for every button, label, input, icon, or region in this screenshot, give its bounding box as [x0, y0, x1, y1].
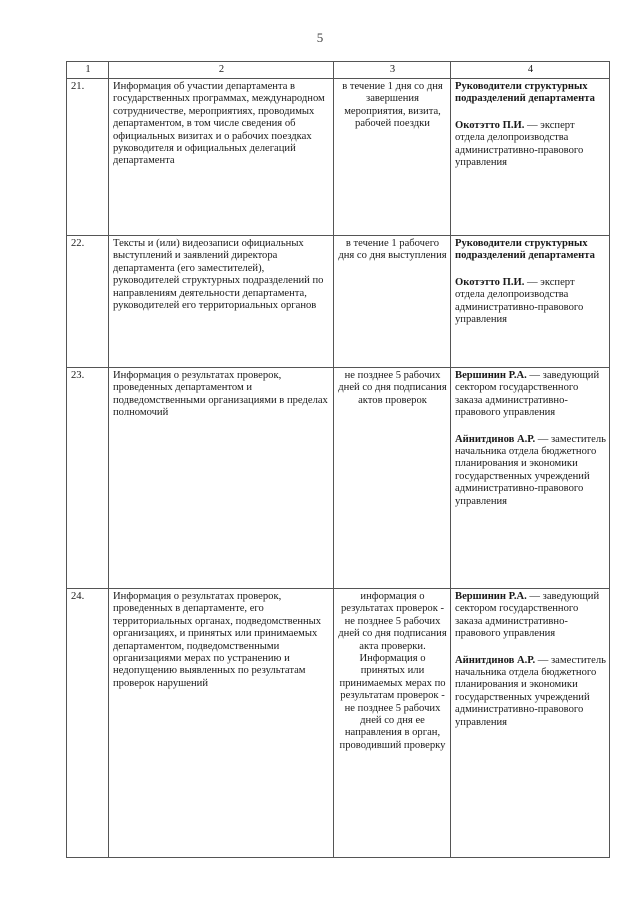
responsible-name: Окотэтто П.И. [455, 119, 525, 131]
responsible-name: Айнитдинов А.Р. [455, 654, 536, 666]
responsible-role: — заведующий сектором государственного заказа административно-правового управления [455, 370, 600, 419]
responsible-heading: Руководители структурных подразделений департамента [455, 238, 595, 262]
responsible-role: — эксперт отдела делопроизводства административно-правового управления [455, 119, 584, 169]
responsible-name: Вершинин Р.А. [455, 591, 527, 602]
deadline: информация о результатах проверок - не позднее 5 рабочих дней со дня подписания акта проверки. Информация о принятых или принимаемых мерах по результатам проверок - не позднее 5 рабочих дней со дня ее направления в орган, проводивший проверку [334, 589, 451, 858]
table-row [67, 79, 610, 236]
responsible-role: — заместитель начальника отдела бюджетного планирования и экономики государственных учреждений административно-правового управления [455, 654, 606, 728]
column-header-4: 4 [451, 62, 610, 79]
column-header-3: 3 [334, 62, 451, 79]
responsible-person [455, 277, 606, 327]
deadline: в течение 1 дня со дня завершения мероприятия, визита, рабочей поездки [334, 79, 451, 236]
page-number: 5 [316, 30, 324, 45]
info-description: Информация об участии департамента в государственных программах, международном сотрудничестве, мероприятиях, проводимых департаментом, в том числе сведения об официальных визитах и о рабочих поездках руководителя и официальных делегаций департамента [109, 79, 334, 236]
responsible-person [455, 655, 606, 729]
responsible-name: Вершинин Р.А. [455, 370, 527, 381]
responsible-role: — заместитель начальника отдела бюджетного планирования и экономики государственных учреждений административно-правового управления [455, 433, 606, 507]
table-row [67, 368, 610, 589]
responsible-role: — эксперт отдела делопроизводства административно-правового управления [455, 276, 584, 326]
deadline: не позднее 5 рабочих дней со дня подписания актов проверок [334, 368, 451, 589]
responsible-cell [451, 368, 610, 589]
information-table [66, 61, 610, 858]
column-header-2: 2 [109, 62, 334, 79]
responsible-cell [451, 236, 610, 368]
responsible-person [455, 591, 606, 641]
responsible-person [455, 120, 606, 170]
responsible-heading: Руководители структурных подразделений департамента [455, 81, 595, 105]
column-header-1: 1 [67, 62, 109, 79]
responsible-person [455, 370, 606, 420]
row-number: 24. [67, 589, 109, 858]
responsible-cell [451, 79, 610, 236]
table-row [67, 589, 610, 858]
responsible-role: — заведующий сектором государственного заказа административно-правового управления [455, 591, 600, 640]
responsible-name: Окотэтто П.И. [455, 276, 525, 288]
table-header-row [67, 62, 610, 79]
row-number: 22. [67, 236, 109, 368]
row-number: 21. [67, 79, 109, 236]
table-row [67, 236, 610, 368]
info-description: Тексты и (или) видеозаписи официальных выступлений и заявлений директора департамента (его заместителей), руководителей структурных подразделений по направлениям деятельности департамента, руководителей его территориальных органов [109, 236, 334, 368]
row-number: 23. [67, 368, 109, 589]
info-description: Информация о результатах проверок, проведенных в департаменте, его территориальных органах, подведомственных организациях, и принятых или принимаемых департаментом, подведомственными организациями мерах по устранению и недопущению выявленных по результатам проверок нарушений [109, 589, 334, 858]
responsible-cell [451, 589, 610, 858]
deadline: в течение 1 рабочего дня со дня выступления [334, 236, 451, 368]
responsible-person [455, 434, 606, 508]
info-description: Информация о результатах проверок, проведенных департаментом и подведомственными организациями в пределах полномочий [109, 368, 334, 589]
responsible-name: Айнитдинов А.Р. [455, 433, 536, 445]
